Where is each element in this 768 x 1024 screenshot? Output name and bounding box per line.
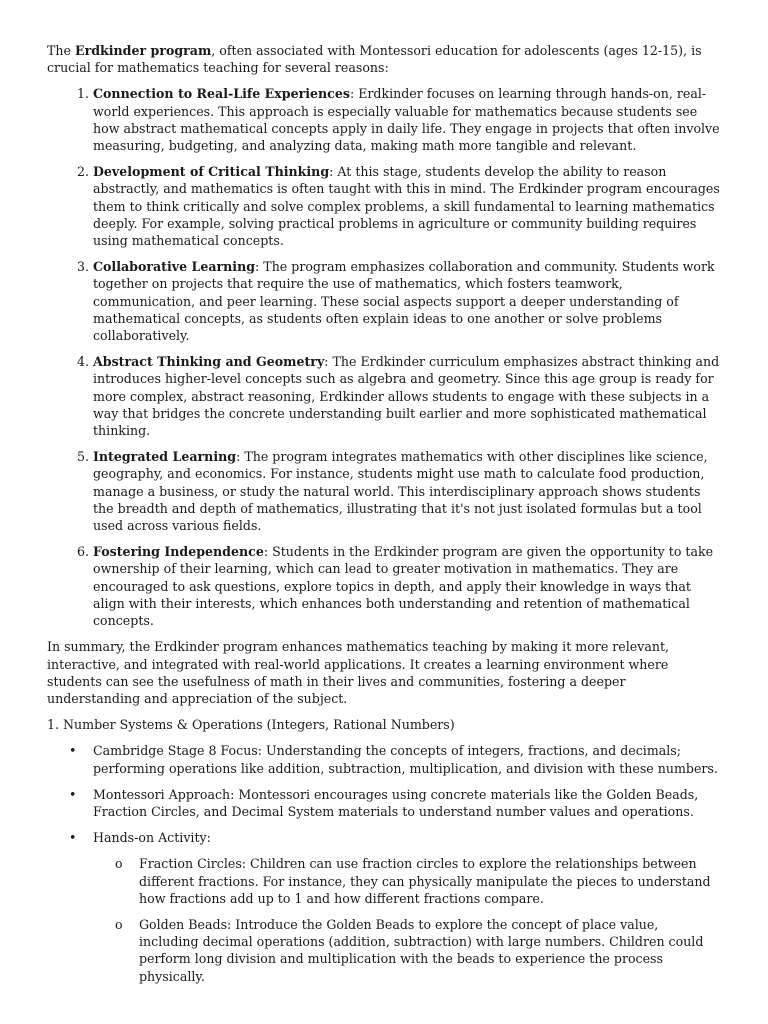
sub-bullet-item: [115, 855, 720, 907]
reason-item: [93, 353, 720, 439]
reason-title: Collaborative Learning: [93, 259, 256, 275]
reason-text: : The program emphasizes collaboration and community. Students work together on projects that require the use of mathematics, which fosters teamwork, communication, and peer learning. These social aspects support a deeper understanding of mathematical concepts, as students often explain ideas to one another or solve problems collaboratively.: [93, 259, 715, 344]
reasons-list: [47, 85, 720, 629]
reason-item: [93, 448, 720, 534]
intro-bold-term: Erdkinder program: [74, 43, 212, 58]
reason-item: [93, 258, 720, 344]
intro-prefix: The: [47, 43, 75, 58]
sub-bullet-marker: o: [115, 856, 123, 872]
bullet-list: [47, 742, 720, 984]
reason-title: Abstract Thinking and Geometry: [93, 354, 325, 370]
sub-bullet-list: [93, 855, 720, 984]
bullet-text: Cambridge Stage 8 Focus: Understanding the concepts of integers, fractions, and decimals; performing operations like addition, subtraction, multiplication, and division with these numbers.: [93, 743, 718, 776]
intro-rest: , often associated with Montessori education for adolescents (ages 12-15), is crucial for mathematics teaching for several reasons:: [47, 43, 702, 76]
intro-paragraph: [47, 42, 720, 76]
reason-title: Connection to Real-Life Experiences: [93, 86, 350, 102]
reason-title: Integrated Learning: [93, 449, 237, 465]
reason-title: Development of Critical Thinking: [93, 164, 330, 180]
bullet-item: [69, 786, 720, 820]
reason-text: : The program integrates mathematics with other disciplines like science, geography, and economics. For instance, students might use math to calculate food production, manage a business, or study the natural world. This interdisciplinary approach shows students the breadth and depth of mathematics, illustrating that it's not just isolated formulas but a tool used across various fields.: [93, 449, 708, 534]
reason-title: Fostering Independence: [93, 544, 264, 560]
sub-bullet-text: Fraction Circles: Children can use fraction circles to explore the relationships between different fractions. For instance, they can physically manipulate the pieces to understand how fractions add up to 1 and how different fractions compare.: [139, 856, 711, 906]
section-heading: 1. Number Systems & Operations (Integers, Rational Numbers): [47, 717, 455, 733]
reason-text: : At this stage, students develop the ability to reason abstractly, and mathematics is often taught with this in mind. The Erdkinder program encourages them to think critically and solve complex problems, a skill fundamental to learning mathematics deeply. For example, solving practical problems in agriculture or community building requires using mathematical concepts.: [93, 164, 720, 249]
reason-item: [93, 543, 720, 629]
reason-item: [93, 163, 720, 249]
summary-paragraph: In summary, the Erdkinder program enhances mathematics teaching by making it more relevant, interactive, and integrated with real-world applications. It creates a learning environment where students can see the usefulness of math in their lives and communities, fostering a deeper understanding and appreciation of the subject.: [47, 639, 670, 706]
sub-bullet-item: [115, 916, 720, 985]
bullet-marker: •: [69, 743, 77, 759]
bullet-item: [69, 829, 720, 985]
sub-bullet-text: Golden Beads: Introduce the Golden Beads to explore the concept of place value, including decimal operations (addition, subtraction) with large numbers. Children could perform long division and multiplication with the beads to experience the process physically.: [139, 916, 704, 984]
sub-bullet-marker: o: [115, 916, 123, 932]
reason-text: : The Erdkinder curriculum emphasizes abstract thinking and introduces higher-level concepts such as algebra and geometry. Since this age group is ready for more complex, abstract reasoning, Erdkinder allows students to engage with these subjects in a way that bridges the concrete understanding built earlier and more sophisticated mathematical thinking.: [93, 354, 720, 439]
bullet-item: [69, 742, 720, 776]
bullet-marker: •: [69, 830, 77, 846]
reason-text: : Students in the Erdkinder program are given the opportunity to take ownership of their learning, which can lead to greater motivation in mathematics. They are encouraged to ask questions, explore topics in depth, and apply their knowledge in ways that align with their interests, which enhances both understanding and retention of mathematical concepts.: [93, 544, 714, 629]
bullet-marker: •: [69, 786, 77, 802]
bullet-text: Hands-on Activity:: [93, 830, 211, 846]
bullet-text: Montessori Approach: Montessori encourages using concrete materials like the Golden Beads, Fraction Circles, and Decimal System materials to understand number values and operations.: [93, 786, 699, 819]
reason-text: : Erdkinder focuses on learning through hands-on, real-world experiences. This approach is especially valuable for mathematics because students see how abstract mathematical concepts apply in daily life. They engage in projects that often involve measuring, budgeting, and analyzing data, making math more tangible and relevant.: [93, 86, 720, 154]
reason-item: [93, 85, 720, 154]
